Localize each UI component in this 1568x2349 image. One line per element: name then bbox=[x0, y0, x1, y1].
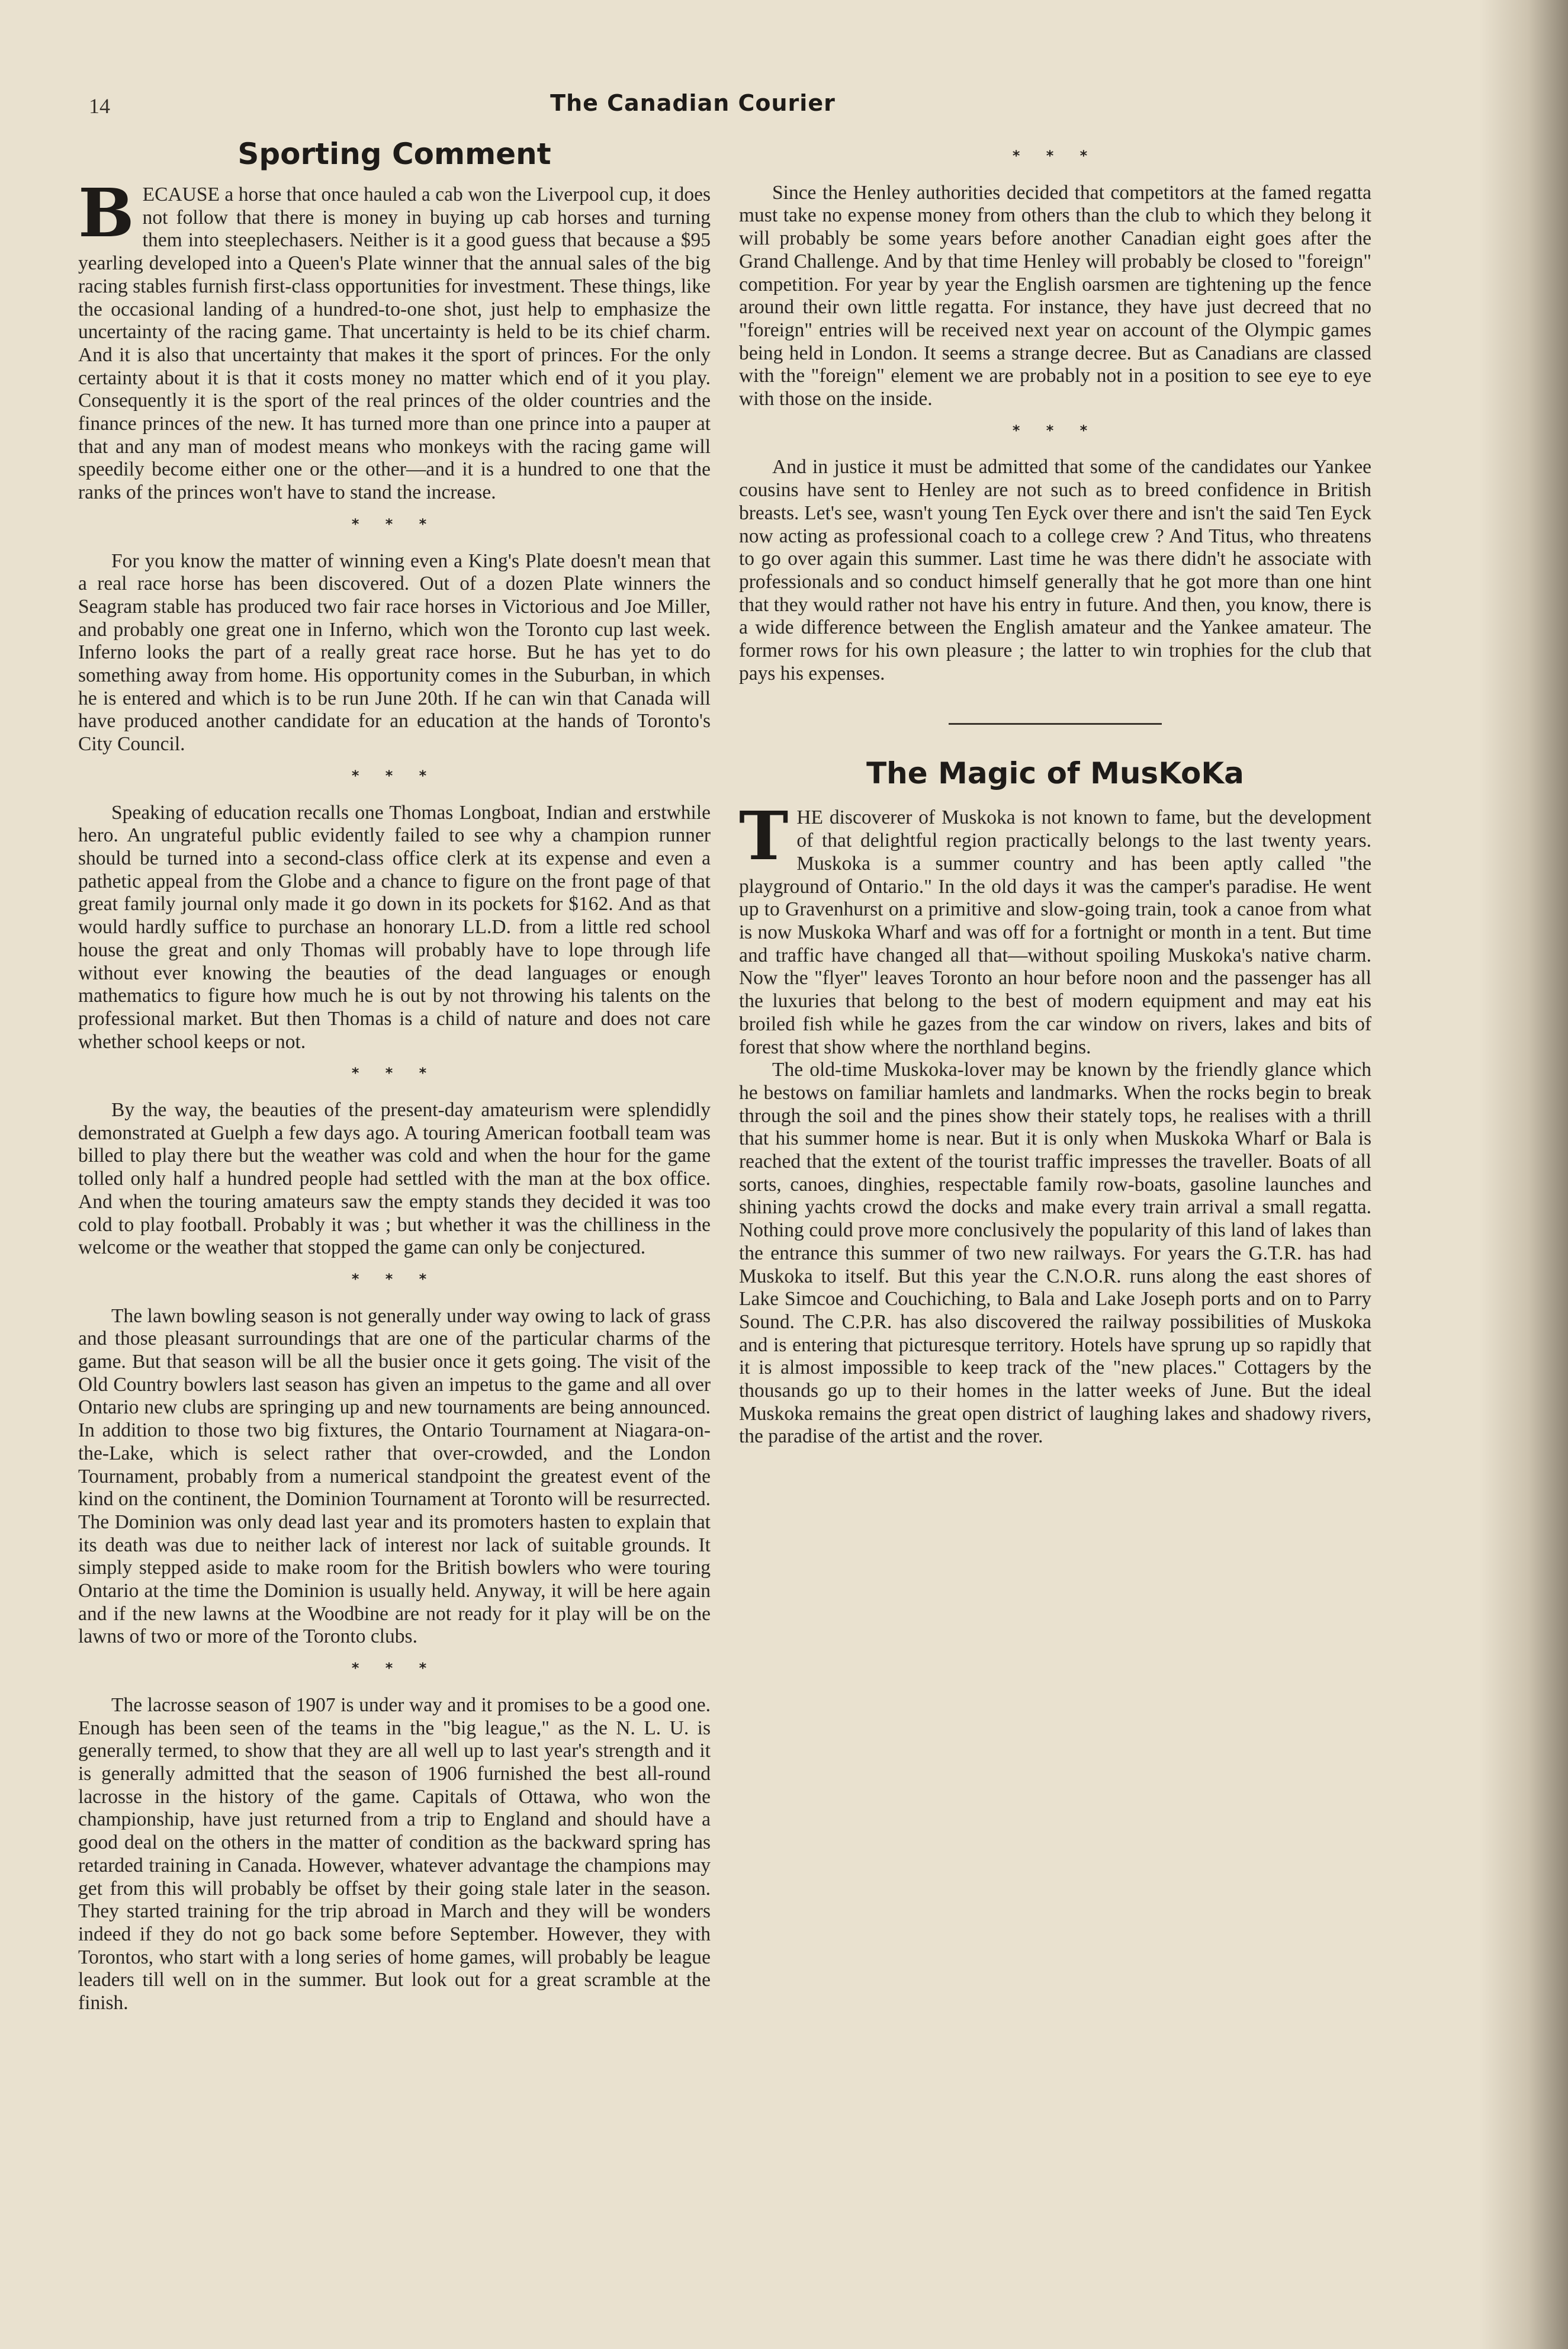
section-separator: * * * bbox=[351, 1660, 438, 1677]
article-paragraph: Speaking of education recalls one Thomas Longboat, Indian and erstwhile hero. An ungrateful public evidently failed to see why a champion runner should be turned into a second-class office clerk at its expense and even a pathetic appeal from the Globe and a chance to figure on the front page of that great family journal only made it go down in its pockets for $162. And as that would hardly suffice to purchase an honorary LL.D. from a little red school house the great and only Thomas will probably have to lope through life without ever knowing the beauties of the dead languages or enough mathematics to figure how much he is out by not throwing his talents on the professional market. But then Thomas is a child of nature and does not care whether school keeps or not. bbox=[78, 801, 711, 1053]
article-text: HE discoverer of Muskoka is not known to fame, but the development of that delightful region practically belongs to the last twenty years. Muskoka is a summer country and has been aptly called "the playground of Ontario." In the old days it was the camper's paradise. He went up to Gravenhurst on a primitive and slow-going train, took a canoe from what is now Muskoka Wharf and was off for a fortnight or month in a tent. But time and traffic have changed all that—without spoiling Muskoka's native charm. Now the "flyer" leaves Toronto an hour before noon and the passenger has all the luxuries that belong to the best of modern equipment and may eat his broiled fish while he gazes from the car window on rivers, lakes and bits of forest that show where the northland begins. bbox=[739, 806, 1371, 1058]
muskoka-title: The Magic of MusKoKa bbox=[866, 756, 1244, 791]
left-column bbox=[78, 136, 711, 2015]
article-paragraph: For you know the matter of winning even a King's Plate doesn't mean that a real race horse has been discovered. Out of a dozen Plate winners the Seagram stable has produced two fair race horses in Victorious and Joe Miller, and probably one great one in Inferno, which won the Toronto cup last week. Inferno looks the part of a really great race horse. But he has yet to do something away from home. His opportunity comes in the Suburban, in which he is entered and which is to be run June 20th. If he can win that Canada will have produced another candidate for an education at the hands of Toronto's City Council. bbox=[78, 550, 711, 756]
article-paragraph: The lawn bowling season is not generally under way owing to lack of grass and those pleasant surroundings that are one of the particular charms of the game. But that season will be all the busier once it gets going. The visit of the Old Country bowlers last season has given an impetus to the game and all over Ontario new clubs are springing up and new tournaments are being announced. In addition to those two big fixtures, the Ontario Tournament at Niagara-on-the-Lake, which is select rather that over-crowded, and the London Tournament, probably from a numerical standpoint the greatest event of the kind on the continent, the Dominion Tournament at Toronto will be resurrected. The Dominion was only dead last year and its promoters hasten to explain that its death was due to neither lack of interest nor lack of suitable grounds. It simply stepped aside to make room for the British bowlers who were touring Ontario at the time the Dominion is usually held. Anyway, it will be here again and if the new lawns at the Woodbine are not ready for it play will be on the lawns of two or more of the Toronto clubs. bbox=[78, 1304, 711, 1648]
section-separator: * * * bbox=[1012, 422, 1098, 439]
drop-cap: T bbox=[739, 798, 789, 876]
article-paragraph bbox=[739, 798, 1371, 1059]
section-separator: * * * bbox=[351, 767, 438, 784]
running-head: The Canadian Courier bbox=[550, 90, 836, 116]
right-column bbox=[739, 136, 1371, 1448]
article-paragraph: And in justice it must be admitted that some of the candidates our Yankee cousins have sent to Henley are not such as to breed confidence in British breasts. Let's see, wasn't young Ten Eyck over there and isn't the said Ten Eyck now acting as professional coach to a college crew ? And Titus, who threatens to go over again this summer. Last time he was there didn't he associate with professionals and so conduct himself generally that he got more than one hint that they would rather not have his entry in future. And then, you know, there is a wide difference between the English amateur and the Yankee amateur. The former rows for his own pleasure ; the latter to win trophies for the club that pays his expenses. bbox=[739, 456, 1371, 685]
article-paragraph: Since the Henley authorities decided that competitors at the famed regatta must take no expense money from others than the club to which they belong it will probably be some years before another Canadian eight goes after the Grand Challenge. And by that time Henley will probably be closed to "foreign" competition. For year by year the English oarsmen are tightening up the fence around their own little regatta. For instance, they have just decreed that no "foreign" entries will be received next year on account of the Olympic games being held in London. It seems a strange decree. But as Canadians are classed with the "foreign" element we are probably not in a position to see eye to eye with those on the inside. bbox=[739, 181, 1371, 410]
article-paragraph: BECAUSE a horse that once hauled a cab won the Liverpool cup, it does not follow that there is money in buying up cab horses and turning them into steeplechasers. Neither is it a good guess that because a $95 yearling developed into a Queen's Plate winner that the annual sales of the big racing stables furnish first-class opportunities for investment. These things, like the occasional landing of a hundred-to-one shot, just help to emphasize the uncertainty of the racing game. That uncertainty is held to be its chief charm. And it is also that uncertainty that makes it the sport of princes. For the only certainty about it is that it costs money no matter which end of it you play. Consequently it is the sport of the real princes of the older countries and the finance princes of the new. It has turned more than one prince into a pauper at that and any man of modest means who monkeys with the racing game will speedily become either one or the other—and it is a hundred to one that the ranks of the princes won't have to stand the increase. bbox=[78, 175, 711, 504]
article-paragraph: The old-time Muskoka-lover may be known by the friendly glance which he bestows on familiar hamlets and landmarks. When the rocks begin to break through the soil and the pines show their stately tops, he realises with a thrill that his summer home is near. But it is only when Muskoka Wharf or Bala is reached that the extent of the tourist traffic impresses the traveller. Boats of all sorts, canoes, dinghies, respectable family row-boats, gasoline launches and shining yachts crowd the docks and make every train arrival a small regatta. Nothing could prove more conclusively the popularity of this land of lakes than the entrance this summer of two new railways. For years the G.T.R. has had Muskoka to itself. But this year the C.N.O.R. runs along the east shores of Lake Simcoe and Couchiching, to Bala and Lake Joseph ports and on to Parry Sound. The C.P.R. has also discovered the railway possibilities of Muskoka and is entering that picturesque territory. Hotels have sprung up so rapidly that it is almost impossible to keep track of the "new places." Cottagers by the thousands go up to their homes in the latter weeks of June. But the ideal Muskoka remains the great open district of laughing lakes and shadowy rivers, the paradise of the artist and the rover. bbox=[739, 1059, 1371, 1448]
sporting-comment-title: Sporting Comment bbox=[237, 137, 551, 171]
article-paragraph: By the way, the beauties of the present-day amateurism were splendidly demonstrated at Guelph a few days ago. A touring American football team was billed to play there but the weather was cold and when the hour for the game tolled only half a hundred people had settled with the man at the box office. And when the touring amateurs saw the empty stands they decided it was too cold to play football. Probably it was ; but whether it was the chilliness in the welcome or the weather that stopped the game can only be conjectured. bbox=[78, 1099, 711, 1259]
section-separator: * * * bbox=[1012, 147, 1098, 164]
article-divider-rule bbox=[949, 723, 1162, 725]
section-separator: * * * bbox=[351, 515, 438, 532]
section-separator: * * * bbox=[351, 1065, 438, 1082]
page-edge-shadow bbox=[1479, 0, 1568, 2349]
drop-cap: B bbox=[78, 175, 134, 252]
section-separator: * * * bbox=[351, 1270, 438, 1287]
page-number: 14 bbox=[89, 94, 110, 118]
article-paragraph-continued: The lacrosse season of 1907 is under way and it promises to be a good one. Enough has been seen of the teams in the "big league," as the N. L. U. is generally termed, to show that they are all well up to last year's strength and it is generally admitted that the season of 1906 furnished the best all-round lacrosse in the history of the game. Capitals of Ottawa, who won the championship, have just returned from a trip to England and should have a good deal on the others in the matter of condition as the backward spring has retarded training in Canada. However, whatever advantage the champions may get from this will probably be offset by their going stale later in the season. They started training for the trip abroad in March and they will be wonders indeed if they do not go back some before September. However, they with Torontos, who start with a long series of home games, will probably be league leaders till well on in the summer. But look out for a great scramble at the finish. bbox=[78, 1694, 711, 2014]
